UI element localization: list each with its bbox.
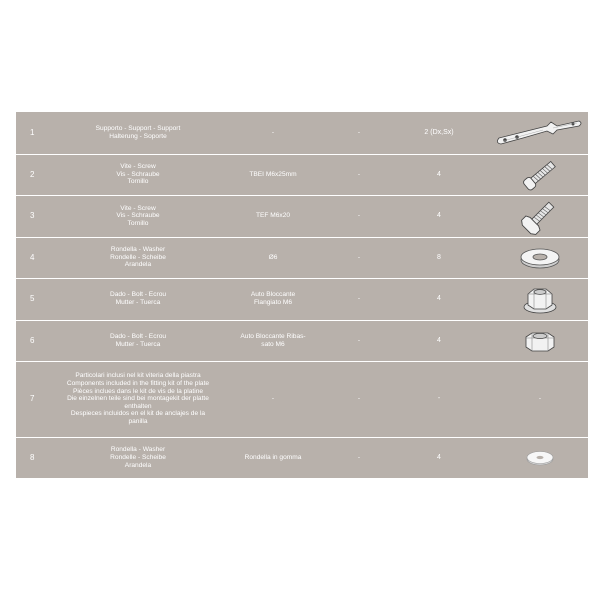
item-description: Supporto - Support - Support Halterung - Soporte bbox=[62, 112, 214, 154]
item-dash: - bbox=[332, 154, 386, 195]
table-row bbox=[16, 195, 588, 237]
item-number: 5 bbox=[16, 278, 62, 320]
item-description: Dado - Bolt - Ecrou Mutter - Tuerca bbox=[62, 278, 214, 320]
flange-nut-icon bbox=[520, 282, 560, 316]
item-image-placeholder: - bbox=[492, 361, 588, 437]
item-number: 8 bbox=[30, 452, 35, 462]
item-number: 6 bbox=[16, 320, 62, 361]
lock-nut-icon bbox=[520, 325, 560, 357]
item-spec: Ø6 bbox=[214, 237, 332, 278]
item-spec: Auto Bloccante Flangiato M6 bbox=[214, 278, 332, 320]
table-row bbox=[16, 237, 588, 278]
item-description: Rondella - Washer Rondelle - Scheibe Arandela bbox=[62, 237, 214, 278]
item-quantity: - bbox=[386, 361, 492, 437]
table-row bbox=[16, 154, 588, 195]
item-quantity: 2 (Dx,Sx) bbox=[386, 112, 492, 154]
item-dash: - bbox=[332, 195, 386, 237]
item-number: 1 bbox=[16, 112, 62, 154]
item-quantity: 4 bbox=[386, 154, 492, 195]
item-dash: - bbox=[332, 320, 386, 361]
item-quantity: 4 bbox=[386, 195, 492, 237]
rubber-washer-icon bbox=[520, 446, 560, 470]
item-quantity: 4 bbox=[437, 453, 441, 461]
table-row bbox=[16, 320, 588, 361]
item-spec: Rondella in gomma bbox=[244, 453, 302, 461]
item-spec: - bbox=[214, 112, 332, 154]
item-number: 2 bbox=[16, 154, 62, 195]
item-quantity: 8 bbox=[386, 237, 492, 278]
table-row bbox=[16, 278, 588, 320]
item-spec: TBEI M6x25mm bbox=[214, 154, 332, 195]
item-description: Vite - Screw Vis - Schraube Tornillo bbox=[62, 154, 214, 195]
item-quantity: 4 bbox=[386, 320, 492, 361]
hex-screw-icon bbox=[518, 197, 562, 235]
item-spec: - bbox=[214, 361, 332, 437]
item-number: 7 bbox=[16, 361, 62, 437]
item-quantity: 4 bbox=[386, 278, 492, 320]
item-dash: - bbox=[357, 453, 361, 461]
item-number: 4 bbox=[16, 237, 62, 278]
item-description: Particolari inclusi nel kit viteria della piastra Components included in the fitting kit of the plate Pièces inclues dans le kit de vis de la platine Die einzelnen teile sind bei montagekit der platte enthalten Despieces incluidos en el kit de anclajes de la panilla bbox=[62, 361, 214, 437]
table-row bbox=[16, 361, 588, 437]
support-bracket-icon bbox=[495, 118, 585, 148]
washer-icon bbox=[516, 245, 564, 271]
item-description: Rondella - Washer Rondelle - Scheibe Arandela bbox=[110, 446, 166, 469]
item-dash: - bbox=[332, 237, 386, 278]
table-row bbox=[16, 112, 588, 154]
item-dash: - bbox=[332, 278, 386, 320]
parts-table bbox=[16, 112, 588, 478]
screw-icon bbox=[518, 157, 562, 193]
item-spec: TEF M6x20 bbox=[214, 195, 332, 237]
item-description: Dado - Bolt - Ecrou Mutter - Tuerca bbox=[62, 320, 214, 361]
table-row bbox=[16, 437, 588, 478]
item-spec: Auto Bloccante Ribas- sato M6 bbox=[214, 320, 332, 361]
item-description: Vite - Screw Vis - Schraube Tornillo bbox=[62, 195, 214, 237]
item-number: 3 bbox=[16, 195, 62, 237]
item-dash: - bbox=[332, 361, 386, 437]
item-dash: - bbox=[332, 112, 386, 154]
